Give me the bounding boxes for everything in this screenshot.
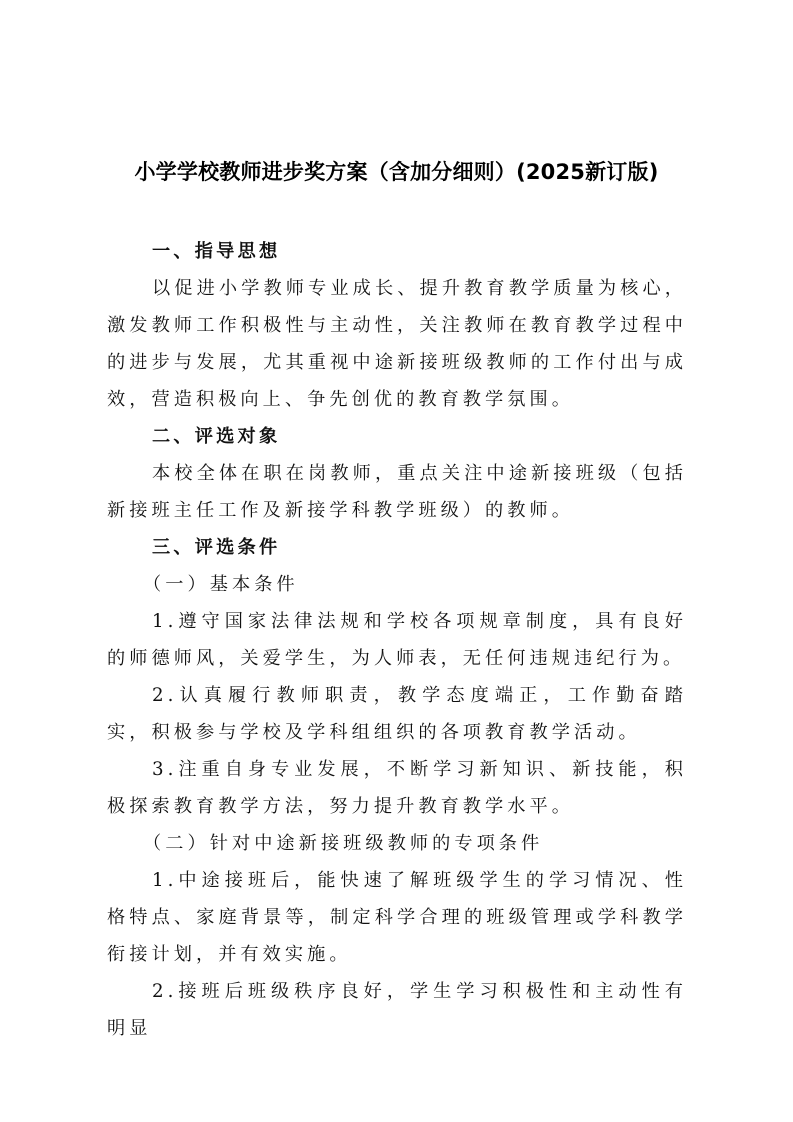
document-body xyxy=(107,233,687,1047)
subsection-heading-special-conditions: （二）针对中途新接班级教师的专项条件 xyxy=(143,833,544,854)
document-title: 小学学校教师进步奖方案（含加分细则）(2025新订版) xyxy=(134,160,659,184)
list-item-special-2: 2.接班后班级秩序良好，学生学习积极性和主动性有明显 xyxy=(107,981,687,1039)
subsection-heading-basic-conditions: （一）基本条件 xyxy=(143,574,299,595)
section-heading-selection-conditions: 三、评选条件 xyxy=(152,537,281,558)
list-item-basic-3: 3.注重自身专业发展，不断学习新知识、新技能，积极探索教育教学方法，努力提升教育教学水平。 xyxy=(107,759,687,817)
list-item-basic-1: 1.遵守国家法律法规和学校各项规章制度，具有良好的师德师风，关爱学生，为人师表，无任何违规违纪行为。 xyxy=(107,611,687,669)
section-heading-guiding-ideology: 一、指导思想 xyxy=(152,241,281,262)
paragraph-selection-targets: 本校全体在职在岗教师，重点关注中途新接班级（包括新接班主任工作及新接学科教学班级）的教师。 xyxy=(107,463,687,521)
section-heading-selection-targets: 二、评选对象 xyxy=(152,426,281,447)
paragraph-guiding-ideology: 以促进小学教师专业成长、提升教育教学质量为核心，激发教师工作积极性与主动性，关注教师在教育教学过程中的进步与发展，尤其重视中途新接班级教师的工作付出与成效，营造积极向上、争先创优的教育教学氛围。 xyxy=(107,278,687,410)
list-item-basic-2: 2.认真履行教师职责，教学态度端正，工作勤奋踏实，积极参与学校及学科组组织的各项教育教学活动。 xyxy=(107,685,687,743)
list-item-special-1: 1.中途接班后，能快速了解班级学生的学习情况、性格特点、家庭背景等，制定科学合理的班级管理或学科教学衔接计划，并有效实施。 xyxy=(107,870,687,965)
